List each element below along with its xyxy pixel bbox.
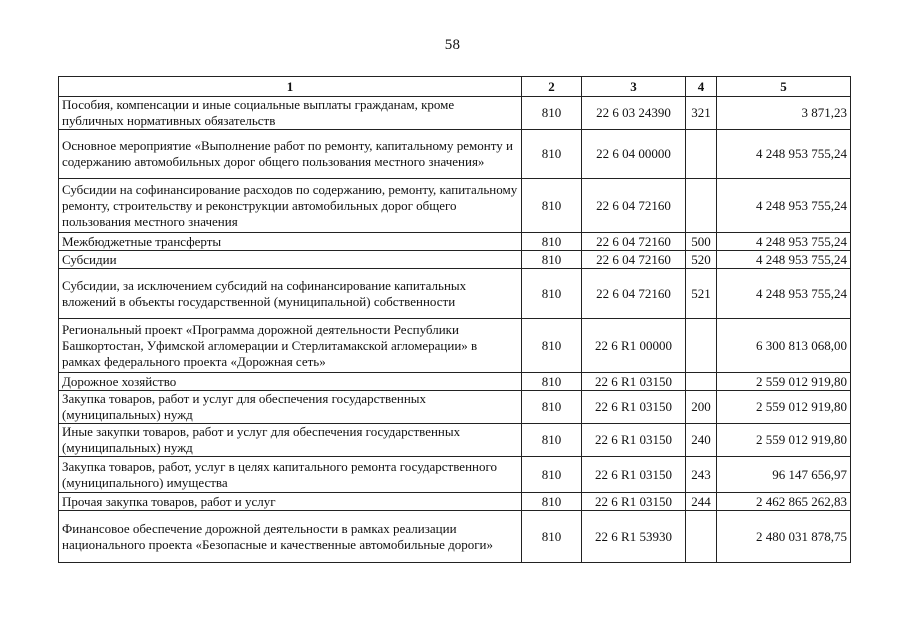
row-name: Прочая закупка товаров, работ и услуг [59,493,522,511]
row-code: 810 [522,424,582,457]
row-code: 810 [522,179,582,233]
table-row [59,373,851,391]
table-row [59,97,851,130]
row-csr: 22 6 04 72160 [582,179,686,233]
row-name: Региональный проект «Программа дорожной деятельности Республики Башкортостан, Уфимской агломерации и Стерлитамакской агломерации» в рамках федерального проекта «Дорожная сеть» [59,319,522,373]
row-sum: 4 248 953 755,24 [717,269,851,319]
row-name: Финансовое обеспечение дорожной деятельности в рамках реализации национального проекта «Безопасные и качественные автомобильные дороги» [59,511,522,563]
row-code: 810 [522,233,582,251]
table-row [59,130,851,179]
row-code: 810 [522,269,582,319]
row-sum: 4 248 953 755,24 [717,179,851,233]
table-row [59,424,851,457]
row-type: 521 [686,269,717,319]
table-header-row [59,77,851,97]
row-sum: 4 248 953 755,24 [717,233,851,251]
row-code: 810 [522,319,582,373]
row-csr: 22 6 03 24390 [582,97,686,130]
row-csr: 22 6 04 72160 [582,269,686,319]
row-code: 810 [522,391,582,424]
budget-table [58,76,851,563]
table-row [59,269,851,319]
table-row [59,457,851,493]
row-name: Иные закупки товаров, работ и услуг для обеспечения государственных (муниципальных) нужд [59,424,522,457]
row-sum: 6 300 813 068,00 [717,319,851,373]
row-name: Основное мероприятие «Выполнение работ по ремонту, капитальному ремонту и содержанию автомобильных дорог общего пользования местного значения» [59,130,522,179]
row-code: 810 [522,97,582,130]
row-sum: 2 559 012 919,80 [717,373,851,391]
row-type [686,373,717,391]
row-csr: 22 6 R1 00000 [582,319,686,373]
table-row [59,493,851,511]
row-type [686,179,717,233]
row-type: 243 [686,457,717,493]
row-code: 810 [522,251,582,269]
row-sum: 4 248 953 755,24 [717,251,851,269]
row-csr: 22 6 R1 53930 [582,511,686,563]
row-code: 810 [522,493,582,511]
row-csr: 22 6 04 00000 [582,130,686,179]
row-sum: 3 871,23 [717,97,851,130]
row-type: 500 [686,233,717,251]
table-row [59,179,851,233]
row-sum: 2 559 012 919,80 [717,424,851,457]
row-code: 810 [522,511,582,563]
row-name: Субсидии [59,251,522,269]
table-row [59,233,851,251]
table-row [59,251,851,269]
row-name: Закупка товаров, работ и услуг для обеспечения государственных (муниципальных) нужд [59,391,522,424]
row-name: Субсидии на софинансирование расходов по содержанию, ремонту, капитальному ремонту, строительству и реконструкции автомобильных дорог общего пользования местного значения [59,179,522,233]
row-name: Субсидии, за исключением субсидий на софинансирование капитальных вложений в объекты государственной (муниципальной) собственности [59,269,522,319]
page-number: 58 [444,37,461,53]
table-row [59,319,851,373]
row-sum: 2 480 031 878,75 [717,511,851,563]
row-code: 810 [522,373,582,391]
row-name: Дорожное хозяйство [59,373,522,391]
row-sum: 2 559 012 919,80 [717,391,851,424]
row-name: Закупка товаров, работ, услуг в целях капитального ремонта государственного (муниципального) имущества [59,457,522,493]
row-code: 810 [522,130,582,179]
row-type: 240 [686,424,717,457]
row-name: Пособия, компенсации и иные социальные выплаты гражданам, кроме публичных нормативных обязательств [59,97,522,130]
row-type [686,511,717,563]
row-csr: 22 6 04 72160 [582,233,686,251]
row-code: 810 [522,457,582,493]
header-col-1: 1 [59,77,522,97]
header-col-5: 5 [717,77,851,97]
row-name: Межбюджетные трансферты [59,233,522,251]
row-sum: 96 147 656,97 [717,457,851,493]
row-csr: 22 6 04 72160 [582,251,686,269]
row-type: 200 [686,391,717,424]
row-type: 321 [686,97,717,130]
header-col-4: 4 [686,77,717,97]
row-sum: 2 462 865 262,83 [717,493,851,511]
row-type: 520 [686,251,717,269]
row-csr: 22 6 R1 03150 [582,424,686,457]
row-csr: 22 6 R1 03150 [582,373,686,391]
header-col-2: 2 [522,77,582,97]
row-csr: 22 6 R1 03150 [582,457,686,493]
row-type [686,319,717,373]
row-sum: 4 248 953 755,24 [717,130,851,179]
header-col-3: 3 [582,77,686,97]
row-type [686,130,717,179]
row-csr: 22 6 R1 03150 [582,493,686,511]
row-csr: 22 6 R1 03150 [582,391,686,424]
table-row [59,391,851,424]
row-type: 244 [686,493,717,511]
table-row [59,511,851,563]
